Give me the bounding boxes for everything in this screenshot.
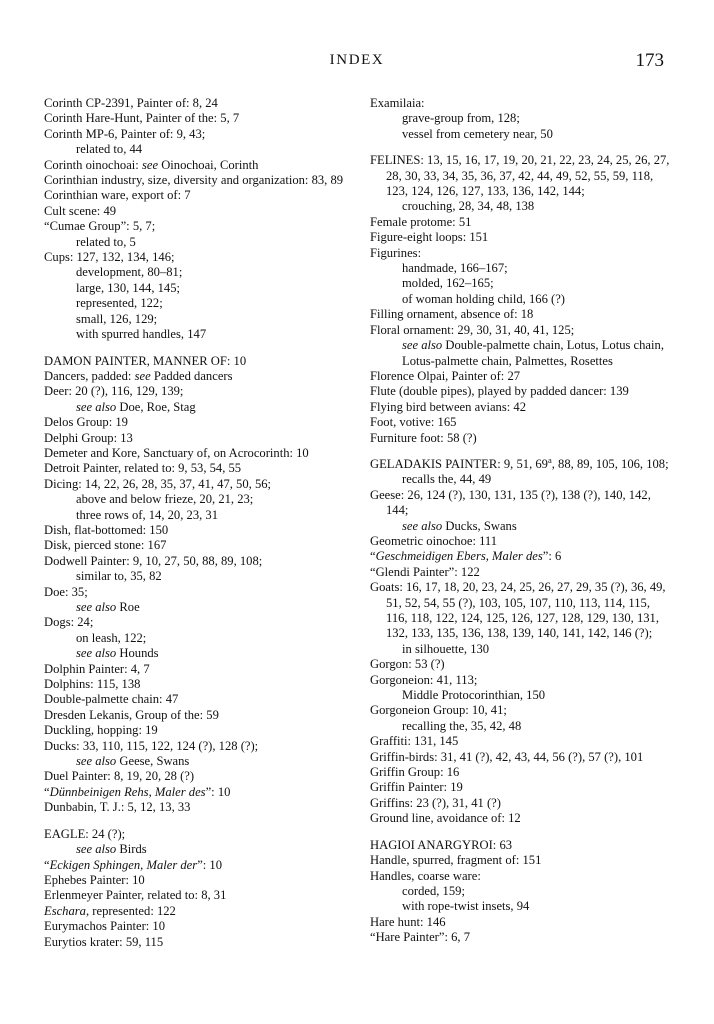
index-subentry: see also Doe, Roe, Stag <box>76 399 196 414</box>
index-entry: Figure-eight loops: 151 <box>370 230 489 245</box>
index-entry: Double-palmette chain: 47 <box>44 692 179 707</box>
index-entry: “Dünnbeinigen Rehs, Maler des”: 10 <box>44 784 231 799</box>
index-entry: Disk, pierced stone: 167 <box>44 538 167 553</box>
index-subentry: with spurred handles, 147 <box>76 327 207 342</box>
index-entry: Hare hunt: 146 <box>370 914 446 929</box>
index-entry: Detroit Painter, related to: 9, 53, 54, 55 <box>44 461 242 476</box>
index-subentry: related to, 5 <box>76 234 136 249</box>
index-entry: Griffin-birds: 31, 41 (?), 42, 43, 44, 56 (?), 57 (?), 101 <box>370 749 644 764</box>
index-entry: GELADAKIS PAINTER: 9, 51, 69$^a$, 88, 89, 105, 106, 108; recalls the, 44, 49 <box>370 454 669 487</box>
index-subentry: see also Roe <box>76 600 140 614</box>
index-entry: Filling ornament, absence of: 18 <box>370 307 534 322</box>
page-title: INDEX <box>329 52 385 68</box>
index-entry: Corinth oinochoai: see Oinochoai, Corinth <box>44 157 259 172</box>
index-entry: Eurymachos Painter: 10 <box>44 919 166 934</box>
page-number: 173 <box>635 50 664 71</box>
index-subentry: grave-group from, 128; <box>402 111 520 126</box>
index-entry: Figurines: handmade, 166–167; molded, 162–165; of woman holding child, 166 (?) <box>370 246 670 308</box>
index-subentry: with rope-twist insets, 94 <box>402 899 530 914</box>
index-entry: Graffiti: 131, 145 <box>370 734 459 749</box>
entry-spacer <box>370 446 670 457</box>
index-entry: Dancers, padded: see Padded dancers <box>44 368 233 383</box>
index-entry: “Geschmeidigen Ebers, Maler des”: 6 <box>370 549 562 564</box>
index-entry: Deer: 20 (?), 116, 129, 139; see also Doe, Roe, Stag <box>44 384 344 415</box>
index-subentry: vessel from cemetery near, 50 <box>402 126 553 141</box>
index-entry: Dish, flat-bottomed: 150 <box>44 522 169 537</box>
index-entry: Dolphins: 115, 138 <box>44 677 141 692</box>
index-subentry: handmade, 166–167; <box>402 261 508 276</box>
index-entry: Doe: 35; see also Roe <box>44 585 344 616</box>
index-entry: Cult scene: 49 <box>44 203 117 218</box>
index-entry: Gorgon: 53 (?) <box>370 657 445 672</box>
index-entry: Geometric oinochoe: 111 <box>370 533 498 548</box>
index-entry: Geese: 26, 124 (?), 130, 131, 135 (?), 138 (?), 140, 142, 144; see also Ducks, Swans <box>370 488 670 534</box>
index-entry: Cups: 127, 132, 134, 146; development, 80–81; large, 130, 144, 145; represented, 122; small, 126, 129; with spurred handles, 147 <box>44 250 344 342</box>
index-entry: Corinthian ware, export of: 7 <box>44 188 191 203</box>
index-entry: Erlenmeyer Painter, related to: 8, 31 <box>44 888 227 903</box>
index-subentry: of woman holding child, 166 (?) <box>402 291 565 306</box>
index-entry: Dicing: 14, 22, 26, 28, 35, 37, 41, 47, 50, 56; above and below frieze, 20, 21, 23; three rows of, 14, 20, 23, 31 <box>44 477 344 523</box>
index-subentry: similar to, 35, 82 <box>76 569 162 584</box>
index-entry: “Cumae Group”: 5, 7; related to, 5 <box>44 219 344 250</box>
index-subentry: see also Hounds <box>76 646 159 661</box>
index-subentry: on leash, 122; <box>76 630 147 645</box>
index-subentry: see also Double-palmette chain, Lotus, Lotus chain, Lotus-palmette chain, Palmettes, Rosettes <box>402 338 664 368</box>
index-entry: Examilaia: grave-group from, 128; vessel from cemetery near, 50 <box>370 96 670 142</box>
index-entry: Ephebes Painter: 10 <box>44 872 145 887</box>
index-entry: DAMON PAINTER, MANNER OF: 10 <box>44 353 247 368</box>
index-entry: Dresden Lekanis, Group of the: 59 <box>44 707 219 722</box>
index-entry: Duel Painter: 8, 19, 20, 28 (?) <box>44 769 195 784</box>
index-subentry: in silhouette, 130 <box>402 641 490 656</box>
index-subentry: related to, 44 <box>76 142 143 157</box>
index-entry: “Glendi Painter”: 122 <box>370 564 480 579</box>
index-entry: Griffin Group: 16 <box>370 765 460 780</box>
entry-spacer <box>370 142 670 153</box>
index-entry: Corinthian industry, size, diversity and organization: 83, 89 <box>44 173 344 188</box>
index-entry: Handles, coarse ware: corded, 159; with rope-twist insets, 94 <box>370 869 670 915</box>
index-entry: Dodwell Painter: 9, 10, 27, 50, 88, 89, 108; similar to, 35, 82 <box>44 554 344 585</box>
index-subentry: see also Birds <box>76 842 147 857</box>
index-column-left <box>44 96 344 950</box>
index-subentry: corded, 159; <box>402 883 465 898</box>
index-entry: Eurytios krater: 59, 115 <box>44 934 164 949</box>
index-entry: Demeter and Kore, Sanctuary of, on Acrocorinth: 10 <box>44 445 309 460</box>
index-entry: Female protome: 51 <box>370 214 472 229</box>
index-entry: Ducks: 33, 110, 115, 122, 124 (?), 128 (?); see also Geese, Swans <box>44 739 344 770</box>
index-subentry: large, 130, 144, 145; <box>76 280 181 295</box>
index-entry: Gorgoneion: 41, 113; Middle Protocorinthian, 150 <box>370 673 670 704</box>
index-entry: Delos Group: 19 <box>44 415 128 430</box>
index-entry: Delphi Group: 13 <box>44 430 133 445</box>
index-entry: Foot, votive: 165 <box>370 415 457 430</box>
index-entry: Goats: 16, 17, 18, 20, 23, 24, 25, 26, 27, 29, 35 (?), 36, 49, 51, 52, 54, 55 (?), 103, 105, 107, 110, 113, 114, 115, 116, 118, 122, 124, 125, 126, 127, 128, 129, 130, 131, 132, 133, 135, 136, 138, 139, 140, 141, 142, 146 (?); in silhouette, 130 <box>370 580 670 657</box>
index-entry: Ground line, avoidance of: 12 <box>370 811 521 826</box>
index-entry: Corinth Hare-Hunt, Painter of the: 5, 7 <box>44 111 240 126</box>
index-entry: Flute (double pipes), played by padded dancer: 139 <box>370 384 629 399</box>
index-entry: Corinth MP-6, Painter of: 9, 43; related to, 44 <box>44 127 344 158</box>
index-entry: Dunbabin, T. J.: 5, 12, 13, 33 <box>44 800 191 815</box>
index-entry: Dolphin Painter: 4, 7 <box>44 661 150 676</box>
index-subentry: above and below frieze, 20, 21, 23; <box>76 492 254 507</box>
index-entry: “Hare Painter”: 6, 7 <box>370 930 471 945</box>
page-header <box>44 52 670 86</box>
index-columns <box>44 96 670 950</box>
index-subentry: molded, 162–165; <box>402 276 494 291</box>
index-entry: Floral ornament: 29, 30, 31, 40, 41, 125; see also Double-palmette chain, Lotus, Lotus chain, Lotus-palmette chain, Palmettes, Rosettes <box>370 323 670 369</box>
index-entry: FELINES: 13, 15, 16, 17, 19, 20, 21, 22, 23, 24, 25, 26, 27, 28, 30, 33, 34, 35, 36, 37, 42, 44, 49, 52, 55, 59, 118, 123, 124, 126, 127, 133, 136, 142, 144; crouching, 28, 34, 48, 138 <box>370 153 670 214</box>
entry-spacer <box>44 343 344 354</box>
entry-spacer <box>370 827 670 838</box>
index-entry: Florence Olpai, Painter of: 27 <box>370 368 521 383</box>
index-entry: Furniture foot: 58 (?) <box>370 430 477 445</box>
index-entry: Gorgoneion Group: 10, 41; recalling the, 35, 42, 48 <box>370 703 670 734</box>
index-subentry: recalling the, 35, 42, 48 <box>402 718 522 733</box>
index-subentry: small, 126, 129; <box>76 311 158 326</box>
index-subentry: Middle Protocorinthian, 150 <box>402 688 546 703</box>
index-entry: EAGLE: 24 (?); see also Birds <box>44 827 344 858</box>
index-entry: Eschara, represented: 122 <box>44 903 176 918</box>
index-entry: Dogs: 24; on leash, 122; see also Hounds <box>44 615 344 661</box>
index-entry: Griffins: 23 (?), 31, 41 (?) <box>370 795 501 810</box>
index-subentry: crouching, 28, 34, 48, 138 <box>402 199 535 214</box>
index-subentry: development, 80–81; <box>76 265 183 280</box>
index-subentry: see also Ducks, Swans <box>402 518 517 533</box>
index-entry: Corinth CP-2391, Painter of: 8, 24 <box>44 96 218 110</box>
index-entry: Griffin Painter: 19 <box>370 780 463 795</box>
index-subentry: recalls the, 44, 49 <box>402 472 492 487</box>
index-subentry: represented, 122; <box>76 296 163 311</box>
index-entry: Flying bird between avians: 42 <box>370 399 526 414</box>
index-subentry: see also Geese, Swans <box>76 754 190 769</box>
index-subentry: three rows of, 14, 20, 23, 31 <box>76 507 219 522</box>
index-entry: HAGIOI ANARGYROI: 63 <box>370 837 513 852</box>
index-column-right <box>370 96 670 946</box>
index-entry: Handle, spurred, fragment of: 151 <box>370 853 542 868</box>
entry-spacer <box>44 816 344 827</box>
index-entry: “Eckigen Sphingen, Maler der”: 10 <box>44 857 223 872</box>
index-entry: Duckling, hopping: 19 <box>44 723 158 738</box>
